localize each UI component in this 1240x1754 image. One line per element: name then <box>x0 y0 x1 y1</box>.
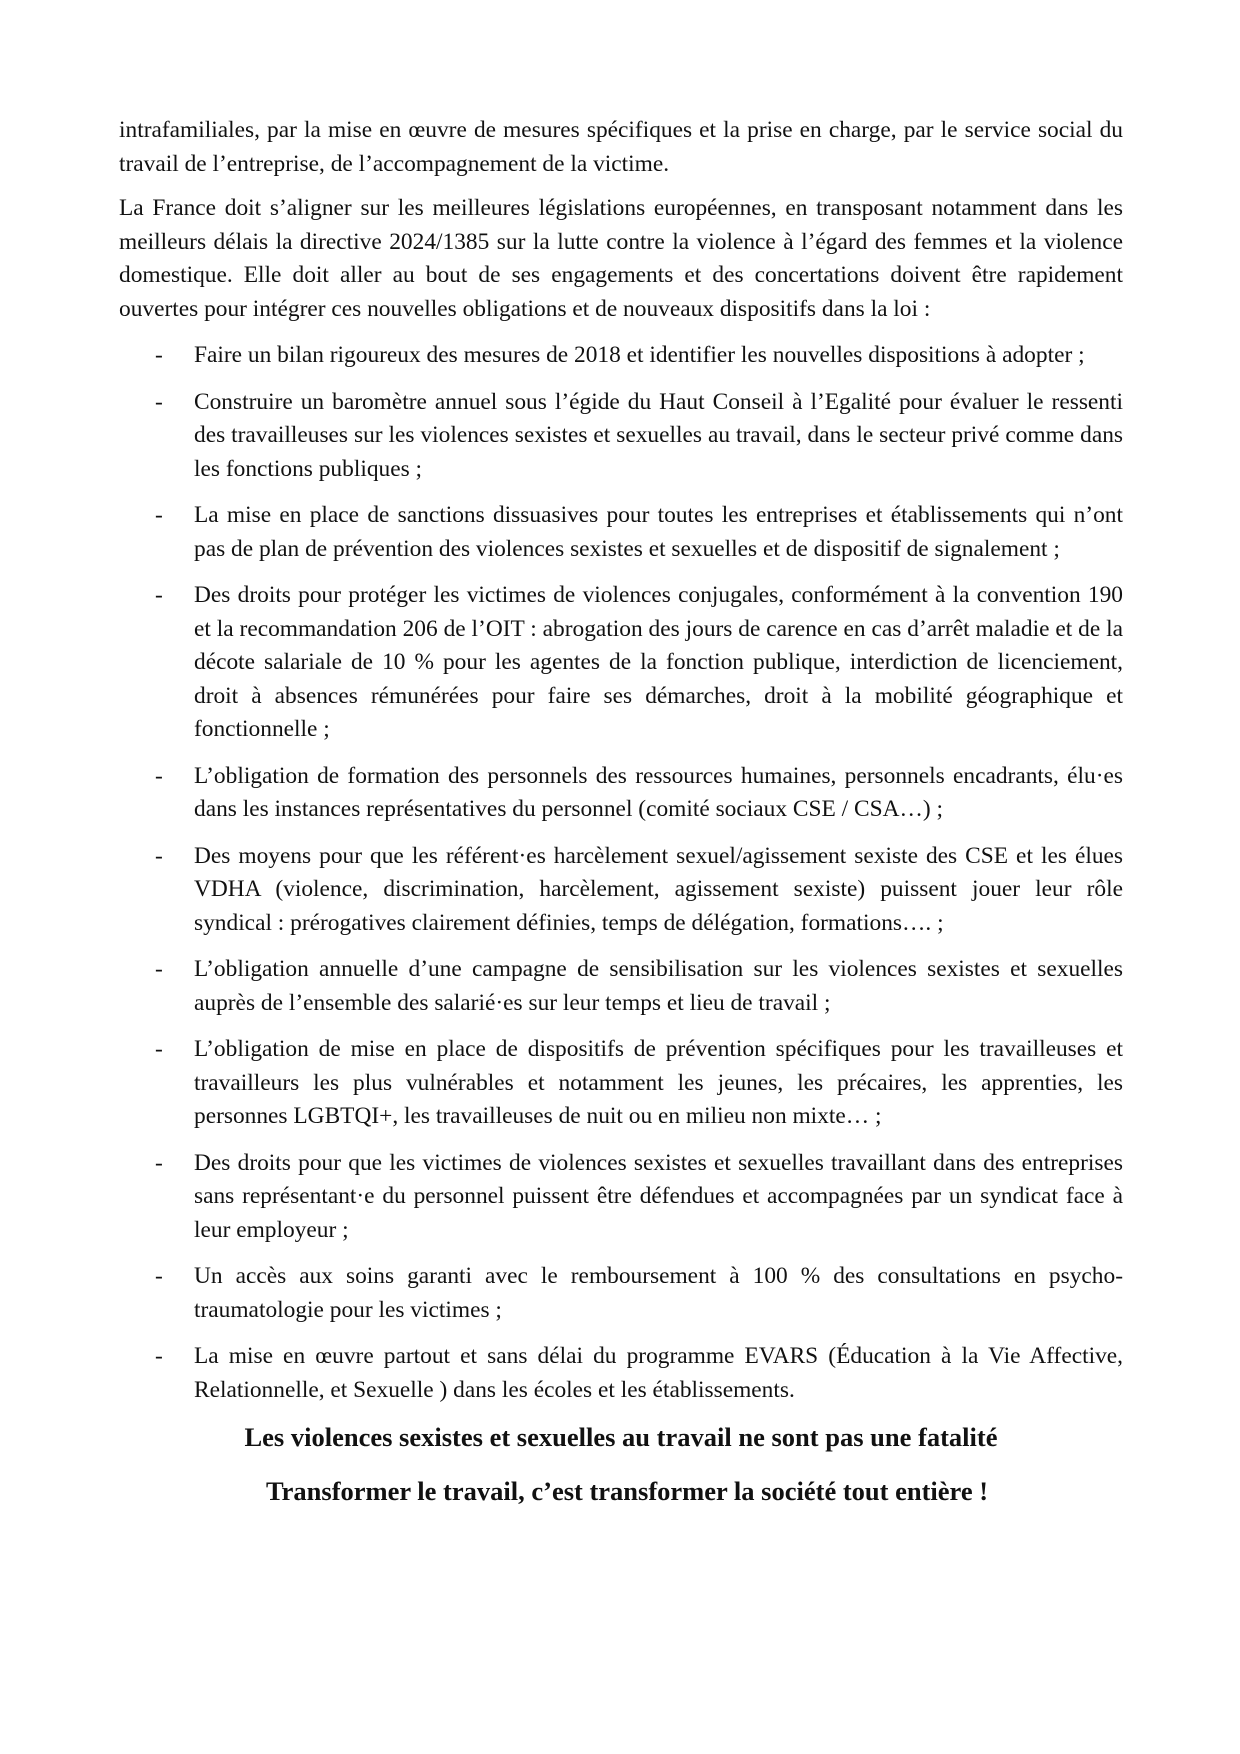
bullet-dash: - <box>155 1149 163 1176</box>
list-item <box>119 1340 1123 1407</box>
list-item-text: Un accès aux soins garanti avec le remboursement à 100 % des consultations en psycho-traumatologie pour les victimes ; <box>194 1263 1123 1323</box>
paragraph-france-legislation: La France doit s’aligner sur les meilleures législations européennes, en transposant notamment dans les meilleurs délais la directive 2024/1385 sur la lutte contre la violence à l’égard des femmes et la violence domestique. Elle doit aller au bout de ses engagements et des concertations doivent être rapidement ouvertes pour intégrer ces nouvelles obligations et de nouveaux dispositifs dans la loi : <box>119 195 1123 322</box>
bullet-dash: - <box>155 502 163 528</box>
list-item <box>119 1033 1123 1134</box>
closing-statements <box>119 1420 1123 1508</box>
bullet-dash: - <box>155 582 163 608</box>
closing-slogan-1: Les violences sexistes et sexuelles au travail ne sont pas une fatalité <box>244 1422 998 1452</box>
list-item-text: Construire un baromètre annuel sous l’égide du Haut Conseil à l’Egalité pour évaluer le ressenti des travailleuses sur les violences sexistes et sexuelles au travail, dans le secteur privé comme dans les fonctions publiques ; <box>194 388 1123 482</box>
bullet-dash: - <box>155 1343 163 1369</box>
list-item-text: Des moyens pour que les référent·es harcèlement sexuel/agissement sexiste des CSE et les élues VDHA (violence, discrimination, harcèlement, agissement sexiste) puissent jouer leur rôle syndical : prérogatives clairement définies, temps de délégation, formations…. ; <box>194 842 1123 936</box>
bullet-dash: - <box>155 842 163 869</box>
demands-list <box>119 339 1123 1407</box>
list-item-text: Des droits pour protéger les victimes de violences conjugales, conformément à la convention 190 et la recommandation 206 de l’OIT : abrogation des jours de carence en cas d’arrêt maladie et de la décote salariale de 10 % pour les agentes de la fonction publique, interdiction de licenciement, droit à absences rémunérées pour faire ses démarches, droit à la mobilité géographique et fonctionnelle ; <box>194 582 1123 742</box>
list-item-text: Des droits pour que les victimes de violences sexistes et sexuelles travaillant dans des entreprises sans représentant·e du personnel puissent être défendues et accompagnées par un syndicat face à leur employeur ; <box>194 1149 1123 1243</box>
list-item <box>119 1260 1123 1327</box>
list-item-text: La mise en œuvre partout et sans délai du programme EVARS (Éducation à la Vie Affective, Relationnelle, et Sexuelle ) dans les écoles et les établissements. <box>194 1343 1123 1403</box>
bullet-dash: - <box>155 342 163 368</box>
bullet-dash: - <box>155 1263 163 1289</box>
bullet-dash: - <box>155 762 163 789</box>
bullet-dash: - <box>155 956 163 982</box>
list-item <box>119 386 1123 487</box>
bullet-dash: - <box>155 1036 163 1062</box>
list-item-text: Faire un bilan rigoureux des mesures de 2018 et identifier les nouvelles dispositions à adopter ; <box>194 342 1085 368</box>
list-item <box>119 760 1123 827</box>
list-item <box>119 499 1123 566</box>
list-item <box>119 339 1123 373</box>
bullet-dash: - <box>155 388 163 415</box>
paragraph-intro-continuation: intrafamiliales, par la mise en œuvre de mesures spécifiques et la prise en charge, par le service social du travail de l’entreprise, de l’accompagnement de la victime. <box>119 117 1123 177</box>
list-item-text: La mise en place de sanctions dissuasives pour toutes les entreprises et établissements qui n’ont pas de plan de prévention des violences sexistes et sexuelles et de dispositif de signalement ; <box>194 502 1123 562</box>
list-item <box>119 579 1123 747</box>
list-item <box>119 1147 1123 1248</box>
list-item <box>119 953 1123 1020</box>
list-item-text: L’obligation annuelle d’une campagne de sensibilisation sur les violences sexistes et sexuelles auprès de l’ensemble des salarié·es sur leur temps et lieu de travail ; <box>194 956 1123 1016</box>
closing-slogan-2: Transformer le travail, c’est transformer la société tout entière ! <box>265 1476 989 1506</box>
document-page <box>119 114 1123 1508</box>
list-item-text: L’obligation de formation des personnels des ressources humaines, personnels encadrants, élu·es dans les instances représentatives du personnel (comité sociaux CSE / CSA…) ; <box>194 762 1123 822</box>
list-item <box>119 840 1123 941</box>
list-item-text: L’obligation de mise en place de dispositifs de prévention spécifiques pour les travailleuses et travailleurs les plus vulnérables et notamment les jeunes, les précaires, les apprenties, les personnes LGBTQI+, les travailleuses de nuit ou en milieu non mixte… ; <box>194 1036 1123 1129</box>
